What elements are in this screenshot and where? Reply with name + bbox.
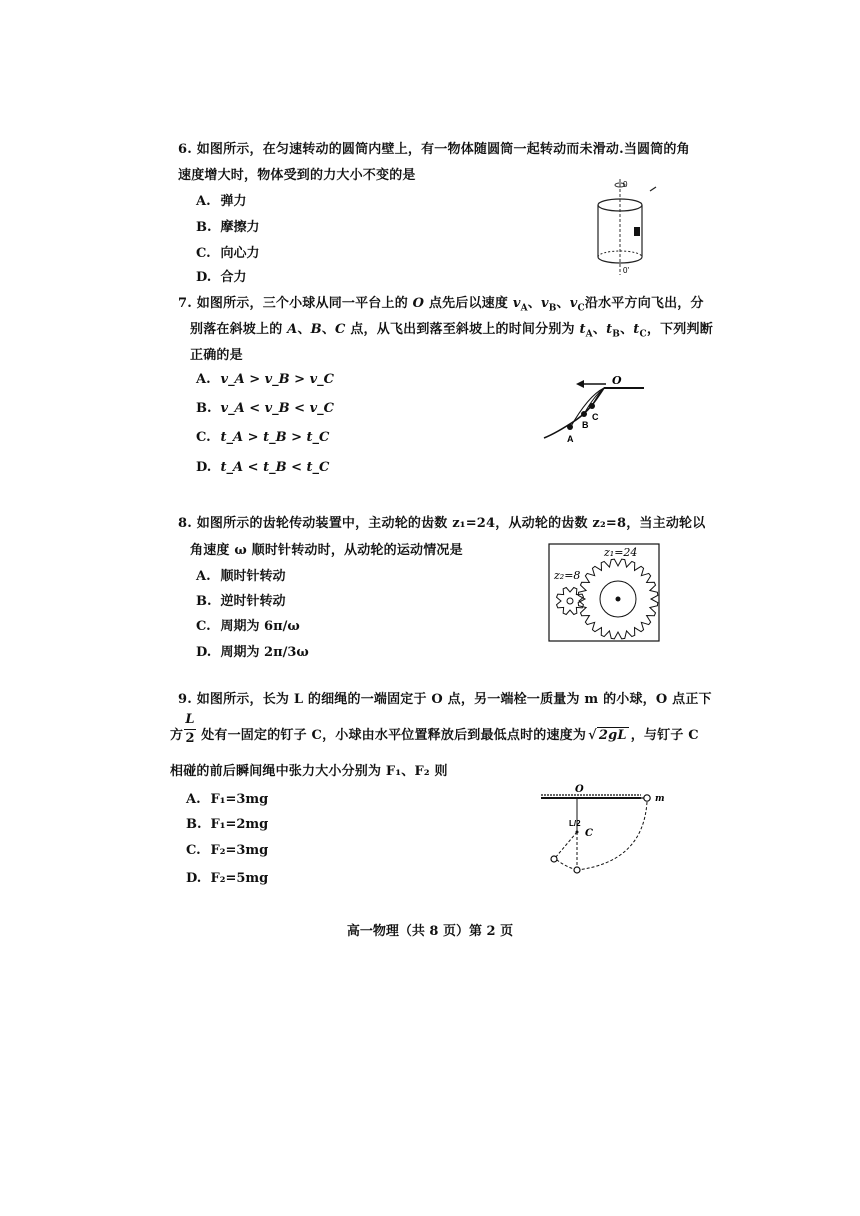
option-text: 摩擦力 <box>220 220 260 235</box>
fraction-denominator: 2 <box>185 731 195 746</box>
gear-figure <box>548 543 660 643</box>
z2-label: z₂=8 <box>554 569 581 582</box>
half-length-label: L/2 <box>569 819 581 828</box>
q6-line2: 速度增大时，物体受到的力大小不变的是 <box>178 168 416 183</box>
option-text: F₁=2mg <box>210 817 269 832</box>
landing-a <box>567 424 573 430</box>
option-text: F₁=3mg <box>210 792 269 807</box>
fraction-bar <box>184 729 196 730</box>
option-label: D. <box>196 270 212 285</box>
q9-option-a[interactable] <box>186 792 268 807</box>
ball-lowest <box>574 867 580 873</box>
point-c-label: C <box>592 412 599 422</box>
q9-option-d[interactable] <box>186 871 268 886</box>
text-part: 7. 如图所示，三个小球从同一平台上的 <box>178 296 413 311</box>
axis-label-top: 0 <box>623 180 628 189</box>
option-label: D. <box>196 460 212 475</box>
peg-c-label: C <box>585 828 593 839</box>
point-c: C <box>335 322 346 337</box>
q7-option-a[interactable] <box>196 372 334 387</box>
sqrt-expression: √ 2gL <box>588 728 627 743</box>
block-on-wall <box>634 227 640 236</box>
option-math: v_A > v_B > v_C <box>220 372 335 387</box>
option-text: F₂=3mg <box>210 843 269 858</box>
option-label: A. <box>186 792 201 807</box>
point-o-label: O <box>575 784 584 795</box>
var-t: t <box>633 322 640 337</box>
q7-line2 <box>190 318 713 340</box>
sub-b: B <box>612 329 621 340</box>
var-v: v <box>569 296 578 311</box>
q6-option-b[interactable] <box>196 216 260 235</box>
option-text: F₂=5mg <box>210 871 269 886</box>
text-part: 处有一固定的钉子 C，小球由水平位置释放后到最低点时的速度为 <box>201 728 587 743</box>
q8-option-c[interactable] <box>196 615 300 634</box>
var-t: t <box>579 322 586 337</box>
text-part: 、 <box>620 322 634 337</box>
q7-option-c[interactable] <box>196 430 329 445</box>
option-text: 弹力 <box>220 194 247 209</box>
landing-b <box>581 411 587 417</box>
driving-gear-center <box>616 597 621 602</box>
option-label: D. <box>196 645 212 660</box>
q9-line3: 相碰的前后瞬间绳中张力大小分别为 F₁、F₂ 则 <box>170 764 448 779</box>
q6-option-d[interactable] <box>196 266 247 285</box>
option-text: 周期为 2π/3ω <box>220 645 309 660</box>
page-footer: 高一物理（共 8 页）第 2 页 <box>346 924 514 939</box>
text-part: 点，从飞出到落至斜坡上的时间分别为 <box>345 322 580 337</box>
option-label: C. <box>196 619 211 634</box>
option-text: 顺时针转动 <box>220 569 286 584</box>
rotating-cylinder-figure <box>580 175 670 280</box>
text-part: 、 <box>556 296 570 311</box>
q9-option-b[interactable] <box>186 817 268 832</box>
text-part: 方 <box>170 728 184 743</box>
var-v: v <box>512 296 521 311</box>
point-b-label: B <box>582 420 589 430</box>
point-o-label: O <box>612 374 622 387</box>
text-part: 沿水平方向飞出，分 <box>584 296 704 311</box>
fraction-numerator: L <box>185 712 195 727</box>
swing-path-after-peg <box>555 858 577 870</box>
option-text: 向心力 <box>220 246 260 261</box>
sub-c: C <box>639 329 647 340</box>
scan-mark <box>650 187 656 191</box>
sub-b: B <box>548 303 557 314</box>
option-math: t_A > t_B > t_C <box>220 430 330 445</box>
q6-option-a[interactable] <box>196 190 247 209</box>
z1-label: z₁=24 <box>604 546 638 559</box>
var-t: t <box>606 322 613 337</box>
q7-option-d[interactable] <box>196 460 329 475</box>
axis-label-bottom: 0' <box>623 266 629 275</box>
q6-line1: 6. 如图所示，在匀速转动的圆筒内壁上，有一物体随圆筒一起转动而未滑动.当圆筒的角 <box>178 142 690 157</box>
option-label: C. <box>196 430 211 445</box>
option-label: A. <box>196 372 211 387</box>
q8-line1: 8. 如图所示的齿轮传动装置中，主动轮的齿数 z₁=24，从动轮的齿数 z₂=8，当主动轮以 <box>178 516 706 531</box>
option-label: C. <box>196 246 211 261</box>
option-text: 合力 <box>220 270 247 285</box>
text-part: 、 <box>527 296 541 311</box>
text-part: 、 <box>321 322 336 337</box>
projectile-slope-figure <box>540 370 650 455</box>
q9-line1: 9. 如图所示，长为 L 的细绳的一端固定于 O 点，另一端栓一质量为 m 的小球，O 点正下 <box>178 692 712 707</box>
option-text: 逆时针转动 <box>220 594 286 609</box>
q6-option-c[interactable] <box>196 242 260 261</box>
text-part: 点先后以速度 <box>424 296 513 311</box>
point-a-label: A <box>567 434 574 444</box>
sub-c: C <box>577 303 585 314</box>
q9-line2 <box>170 724 699 743</box>
option-label: C. <box>186 843 201 858</box>
q7-line1 <box>178 292 704 314</box>
option-text: 周期为 6π/ω <box>220 619 300 634</box>
point-b: B <box>310 322 322 337</box>
sub-a: A <box>585 329 593 340</box>
pendulum-peg-figure <box>535 782 670 877</box>
var-v: v <box>540 296 549 311</box>
q9-option-c[interactable] <box>186 843 268 858</box>
landing-c <box>589 403 595 409</box>
q8-option-a[interactable] <box>196 565 286 584</box>
text-part: ，下列判断 <box>646 322 713 337</box>
q7-line3: 正确的是 <box>190 348 243 363</box>
arrow-head-icon <box>576 380 584 388</box>
point-o: O <box>412 296 425 311</box>
option-label: A. <box>196 569 211 584</box>
option-math: t_A < t_B < t_C <box>220 460 330 475</box>
text-part: 、 <box>592 322 607 337</box>
mass-label: m <box>655 794 665 804</box>
text-part: 、 <box>297 322 311 337</box>
ball-after <box>551 856 557 862</box>
option-label: B. <box>196 594 212 609</box>
option-label: B. <box>196 220 212 235</box>
option-label: D. <box>186 871 202 886</box>
option-label: B. <box>186 817 202 832</box>
text-part: ，与钉子 C <box>630 728 699 743</box>
q8-option-b[interactable] <box>196 590 286 609</box>
sub-a: A <box>520 303 528 314</box>
option-label: B. <box>196 401 212 416</box>
option-label: A. <box>196 194 211 209</box>
q8-option-d[interactable] <box>196 641 309 660</box>
string-after-peg <box>555 832 577 858</box>
ball-start <box>644 795 650 801</box>
text-part: 别落在斜坡上的 <box>190 322 288 337</box>
q8-line2: 角速度 ω 顺时针转动时，从动轮的运动情况是 <box>190 543 463 558</box>
point-a: A <box>287 322 298 337</box>
sqrt-radicand: 2gL <box>598 728 627 743</box>
q7-option-b[interactable] <box>196 401 334 416</box>
option-math: v_A < v_B < v_C <box>220 401 335 416</box>
